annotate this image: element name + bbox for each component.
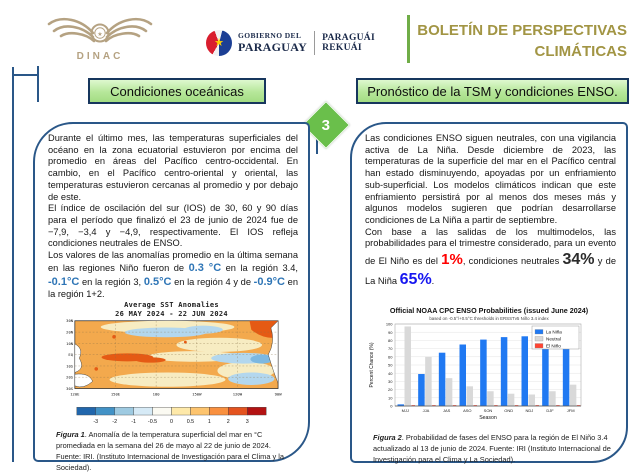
ocean-paragraph-1: Durante el último mes, las temperaturas superficiales del océano en la zona ecuatorial estuvieron por encima del promedio en áreas del Pacífico centro-occidental. En cambio, en el Pacífico centro-oriental y oriental, las temperaturas estuvieron cercanas al promedio y por debajo de este. — [48, 133, 298, 202]
gobierno-paraguay-logo — [206, 26, 375, 60]
svg-text:EQ: EQ — [67, 352, 73, 358]
svg-text:10N: 10N — [65, 340, 73, 346]
svg-text:NDJ: NDJ — [525, 408, 534, 413]
gov-text-line3: PARAGUÁI — [322, 33, 375, 43]
svg-text:90W: 90W — [274, 391, 282, 397]
page-number: 3 — [321, 116, 331, 134]
sst-anomaly-figure — [35, 301, 308, 431]
gov-text-line1: GOBIERNO DEL — [238, 31, 302, 40]
svg-text:0: 0 — [390, 403, 393, 409]
paraguay-roundel-icon: ★ — [206, 30, 232, 56]
svg-text:MJJ: MJJ — [401, 408, 410, 413]
svg-text:DJF: DJF — [546, 408, 554, 413]
svg-text:30S: 30S — [65, 386, 73, 392]
svg-text:20S: 20S — [65, 374, 73, 380]
left-bracket-stub-line — [37, 66, 39, 102]
svg-text:80: 80 — [388, 338, 393, 343]
gov-logo-divider — [314, 31, 315, 55]
svg-text:-2: -2 — [112, 419, 118, 426]
svg-text:3: 3 — [245, 419, 249, 426]
svg-text:60: 60 — [388, 354, 393, 360]
svg-text:JAS: JAS — [442, 408, 451, 413]
svg-text:★: ★ — [97, 32, 103, 38]
svg-text:ASO: ASO — [463, 408, 472, 413]
svg-text:La Niña: La Niña — [546, 329, 562, 335]
svg-text:10S: 10S — [65, 363, 73, 369]
svg-text:0.5: 0.5 — [186, 419, 195, 426]
svg-text:180: 180 — [152, 391, 160, 397]
right-section-title: Pronóstico de la TSM y condiciones ENSO. — [356, 78, 629, 104]
svg-text:10: 10 — [388, 395, 393, 401]
bulletin-title — [416, 20, 627, 62]
enso-forecast-panel — [350, 122, 628, 463]
gov-text-line4: REKUÁI — [322, 43, 362, 53]
svg-text:150W: 150W — [191, 391, 201, 397]
svg-text:120W: 120W — [232, 391, 242, 397]
bulletin-title-line1: BOLETÍN DE PERSPECTIVAS — [417, 22, 627, 39]
dinac-logo — [44, 6, 156, 66]
svg-text:OND: OND — [504, 408, 514, 413]
svg-text:70: 70 — [388, 346, 393, 352]
sst-colorbar — [69, 406, 274, 426]
bulletin-title-line2: CLIMÁTICAS — [534, 43, 627, 60]
enso-forecast-text — [365, 133, 616, 290]
svg-text:-0.5: -0.5 — [147, 419, 158, 426]
sst-map-title: Average SST Anomalies 26 MAY 2024 - 22 JUN 2024 — [115, 301, 228, 319]
svg-text:Official NOAA CPC ENSO Probabi: Official NOAA CPC ENSO Probabilities (issued June 2024) — [389, 306, 589, 315]
dinac-wings-icon — [44, 6, 156, 66]
left-bracket-vertical-line — [12, 67, 14, 462]
svg-text:1: 1 — [207, 419, 211, 426]
svg-text:0: 0 — [170, 419, 173, 426]
ocean-paragraph-2: El índice de oscilación del sur (IOS) de 30, 60 y 90 días para el período que finalizó el 23 de junio de 2024 fue de −7,9, −3,4 y −4,9, respectivamente. El IOS refleja condiciones neutrales de ENSO. — [48, 203, 298, 249]
svg-text:Percent Chance (%): Percent Chance (%) — [369, 342, 375, 388]
figure2-label: Figura 2 — [373, 433, 402, 442]
svg-text:-3: -3 — [93, 419, 99, 426]
svg-text:40: 40 — [388, 370, 393, 376]
enso-probability-figure — [352, 304, 626, 431]
svg-text:20N: 20N — [65, 329, 73, 335]
svg-text:SON: SON — [483, 408, 493, 413]
svg-text:20: 20 — [388, 387, 393, 393]
ocean-paragraph-3: Los valores de las anomalías promedio en la última semana en las regiones Niño fueron de 0.3 °C en la región 3.4, -0.1°C en la región 3, 0.5°C en la región 4 y de -0.9°C en la región 1+2. — [48, 250, 298, 300]
svg-text:30: 30 — [388, 379, 393, 384]
enso-paragraph-2: Con base a las salidas de los multimodelos, las probabilidades para el trimestre considerado, para un evento de El Niño es del 1%, condiciones neutrales 34% y de La Niña 65%. — [365, 226, 616, 289]
svg-text:120E: 120E — [69, 391, 79, 397]
dinac-label: DINAC — [76, 51, 124, 62]
svg-text:30N: 30N — [65, 319, 73, 324]
figure1-label: Figura 1 — [56, 430, 85, 439]
svg-text:Neutral: Neutral — [546, 336, 561, 342]
ocean-conditions-text — [48, 133, 298, 301]
svg-text:based on -0.5°/+0.5°C threshol: based on -0.5°/+0.5°C thresholds in ERSSTv5 Niño 3.4 index — [429, 316, 549, 321]
svg-text:-1: -1 — [131, 419, 137, 426]
left-bracket-horizontal-line — [13, 74, 38, 76]
svg-text:50: 50 — [388, 362, 393, 368]
svg-text:JJA: JJA — [422, 408, 430, 413]
svg-text:El Niño: El Niño — [546, 343, 561, 349]
figure2-caption: Figura 2. Probabilidad de fases del ENSO para la región de El Niño 3.4 actualizado al 13 de junio de 2024. Fuente: IRI (Instituto Internacional de Investigación para el Clima y La Sociedad). — [373, 433, 611, 465]
left-section-title: Condiciones oceánicas — [88, 78, 266, 104]
header-green-divider — [407, 15, 410, 63]
enso-probability-chart — [365, 304, 613, 426]
gov-text-line2: PARAGUAY — [238, 40, 308, 54]
svg-text:2: 2 — [226, 419, 230, 426]
svg-text:150E: 150E — [110, 391, 120, 397]
svg-text:100: 100 — [385, 321, 393, 327]
svg-text:JFM: JFM — [566, 408, 575, 413]
sst-anomaly-map — [57, 319, 287, 401]
ocean-conditions-panel — [33, 122, 310, 473]
enso-paragraph-1: Las condiciones ENSO siguen neutrales, con una vigilancia activa de La Niña. Desde diciembre de 2023, las temperaturas de la superficie del mar en el Pacífico central han estado disminuyendo, apoyadas por un enfriamiento sub-superficial. Los modelos climáticos indican que este enfriamiento persistirá por al menos dos meses más y algunos modelos sugieren que podrían desarrollarse condiciones de La Niña a partir de septiembre. — [365, 133, 616, 225]
svg-text:Season: Season — [479, 415, 497, 421]
figure1-caption: Figura 1. Anomalía de la temperatura superficial del mar en °C promediada en la semana del 26 de mayo al 22 de junio de 2024. Fuente: IRI. (Instituto Internacional de Investigación para el Clima y la Sociedad). — [56, 430, 284, 473]
svg-text:90: 90 — [388, 329, 393, 335]
